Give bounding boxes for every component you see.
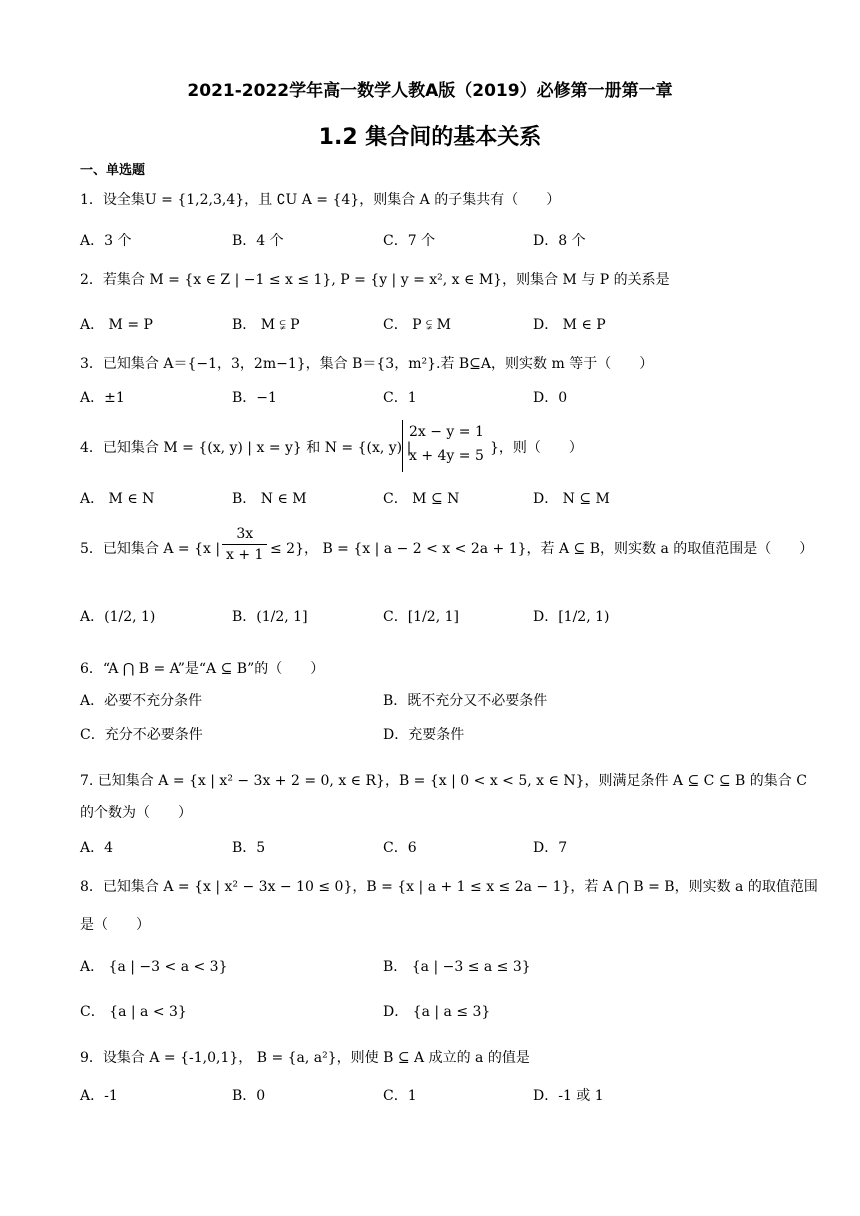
question-6-option-a: A．必要不充分条件	[80, 693, 203, 709]
question-8-stem: 8．已知集合 A = {x | x² − 3x − 10 ≤ 0}，B = {x | a + 1 ≤ x ≤ 2a − 1}，若 A ⋂ B = B，则实数 a 的取值范围	[80, 879, 818, 895]
question-1-option-b: B．4 个	[232, 233, 284, 249]
question-4-equation-1: 2x − y = 1	[409, 424, 484, 440]
question-4-option-d: D． N ⊆ M	[533, 491, 610, 507]
question-4-option-c: C． M ⊆ N	[383, 491, 460, 507]
question-2-stem: 2．若集合 M = {x ∈ Z | −1 ≤ x ≤ 1}, P = {y | y = x², x ∈ M}，则集合 M 与 P 的关系是	[80, 272, 670, 288]
question-6-option-b: B．既不充分又不必要条件	[383, 693, 548, 709]
question-2-option-d: D． M ∈ P	[533, 317, 606, 333]
question-6-stem: 6．“A ⋂ B = A”是“A ⊆ B”的（ ）	[80, 661, 325, 677]
question-4-stem-prefix: 4．已知集合 M = {(x, y) | x = y} 和 N = {(x, y) |	[80, 440, 412, 456]
question-2-option-b: B． M ⫋ P	[232, 317, 300, 333]
question-3-option-c: C．1	[383, 390, 417, 406]
question-5-option-b: B．(1/2, 1]	[232, 609, 308, 625]
question-5-numerator: 3x	[222, 524, 267, 545]
question-8-stem-line-2: 是（ ）	[80, 917, 150, 933]
question-1-option-a: A．3 个	[80, 233, 132, 249]
question-5-option-a: A．(1/2, 1)	[80, 609, 156, 625]
question-2-option-c: C． P ⫋ M	[383, 317, 451, 333]
question-7-stem-line-2: 的个数为（ ）	[80, 805, 192, 821]
question-8-option-d: D． {a | a ≤ 3}	[383, 1004, 491, 1020]
question-5-denominator: x + 1	[226, 547, 264, 563]
question-9-stem: 9．设集合 A = {-1,0,1}， B = {a, a²}，则使 B ⊆ A 成立的 a 的值是	[80, 1050, 530, 1066]
question-9-option-c: C．1	[383, 1088, 417, 1104]
document-title: 2021-2022学年高一数学人教A版（2019）必修第一册第一章	[187, 81, 673, 101]
question-8-option-c: C． {a | a < 3}	[80, 1004, 187, 1020]
question-3-option-b: B．−1	[232, 390, 277, 406]
question-1-option-d: D．8 个	[533, 233, 586, 249]
question-7-stem: 7. 已知集合 A = {x | x² − 3x + 2 = 0, x ∈ R}，B = {x | 0 < x < 5, x ∈ N}，则满足条件 A ⊆ C ⊆ B 的集合 C	[80, 773, 807, 789]
question-5-stem-prefix: 5．已知集合 A = {x |	[80, 541, 221, 557]
question-3-stem: 3．已知集合 A＝{−1，3，2m−1}，集合 B＝{3，m²}.若 B⊆A，则实数 m 等于（ ）	[80, 356, 654, 372]
question-5-fraction	[222, 524, 267, 565]
question-4-system	[402, 420, 484, 472]
question-4-stem-suffix: }，则（ ）	[490, 440, 583, 456]
question-8-option-a: A． {a | −3 < a < 3}	[80, 959, 228, 975]
question-7-option-c: C．6	[383, 840, 417, 856]
question-5-option-c: C．[1/2, 1]	[383, 609, 459, 625]
question-6-option-d: D．充要条件	[383, 727, 465, 743]
question-3-option-a: A．±1	[80, 390, 125, 406]
question-1-stem: 1．设全集U = {1,2,3,4}，且 ∁U A = {4}，则集合 A 的子集共有（ ）	[80, 192, 561, 208]
question-8-option-b: B． {a | −3 ≤ a ≤ 3}	[383, 959, 531, 975]
question-7-option-a: A．4	[80, 840, 114, 856]
question-2-option-a: A． M = P	[80, 317, 153, 333]
question-7-option-b: B．5	[232, 840, 266, 856]
lesson-title: 1.2 集合间的基本关系	[318, 125, 542, 150]
section-heading: 一、单选题	[80, 163, 146, 178]
question-3-option-d: D．0	[533, 390, 568, 406]
question-5-option-d: D．[1/2, 1)	[533, 609, 610, 625]
question-4-option-a: A． M ∈ N	[80, 491, 155, 507]
question-9-option-b: B．0	[232, 1088, 266, 1104]
question-4-option-b: B． N ∈ M	[232, 491, 307, 507]
question-4-equation-2: x + 4y = 5	[409, 448, 484, 464]
question-5-stem-rest: ≤ 2}， B = {x | a − 2 < x < 2a + 1}，若 A ⊆ B，则实数 a 的取值范围是（ ）	[270, 541, 814, 557]
question-6-option-c: C．充分不必要条件	[80, 727, 203, 743]
question-9-option-d: D．-1 或 1	[533, 1088, 604, 1104]
question-9-option-a: A．-1	[80, 1088, 118, 1104]
question-1-option-c: C．7 个	[383, 233, 436, 249]
question-7-option-d: D．7	[533, 840, 568, 856]
